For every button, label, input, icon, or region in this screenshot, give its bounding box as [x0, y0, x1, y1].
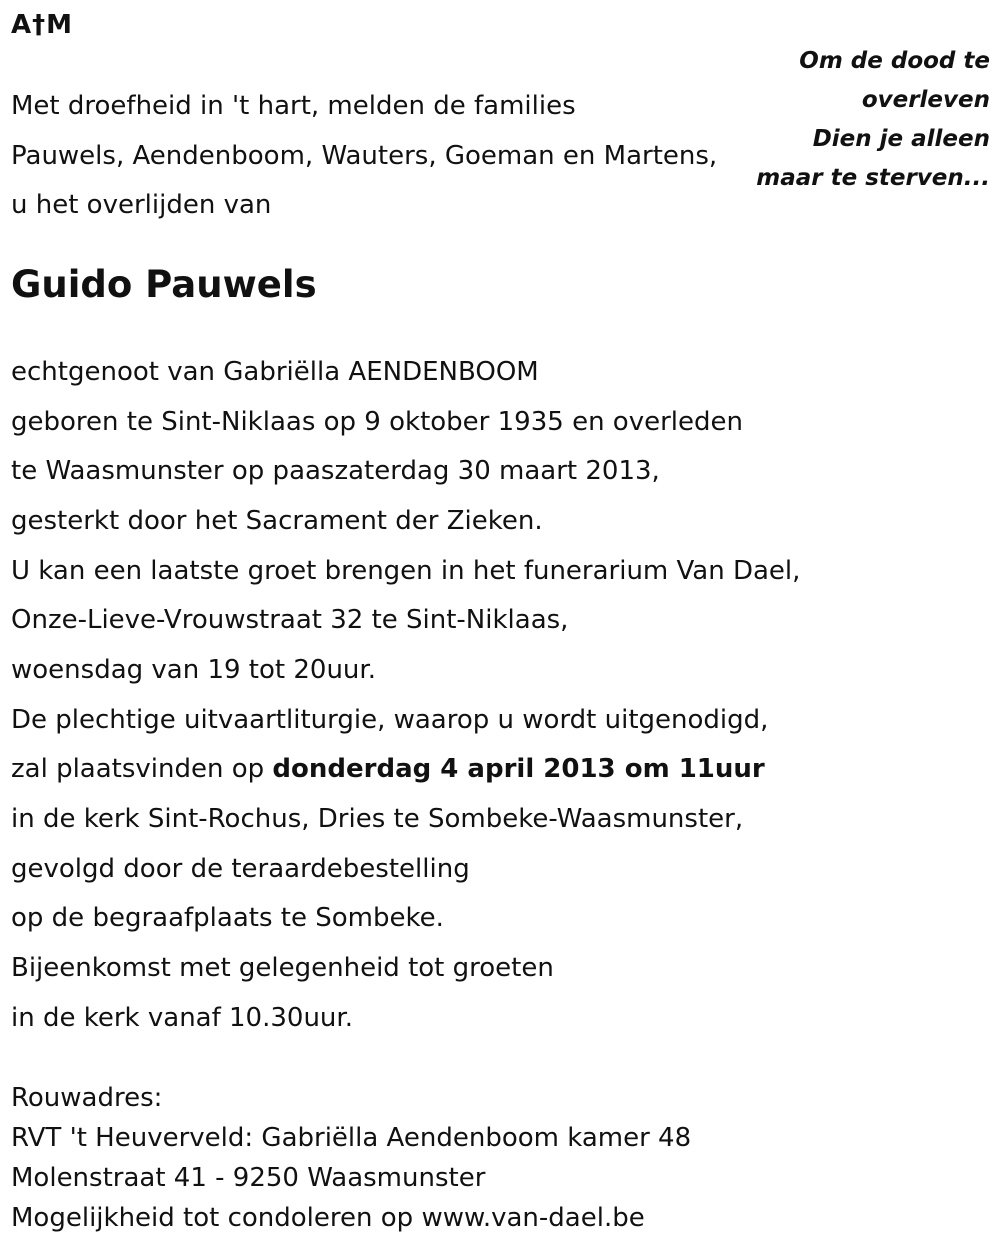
address-line: Molenstraat 41 - 9250 Waasmunster — [11, 1163, 486, 1193]
intro-line: Met droefheid in 't hart, melden de families — [11, 91, 576, 121]
poem-line: Dien je alleen — [812, 126, 990, 152]
body-line: Onze-Lieve-Vrouwstraat 32 te Sint-Niklaas, — [11, 605, 569, 636]
funeral-line — [11, 745, 991, 795]
body-line: Bijeenkomst met gelegenheid tot groeten — [11, 952, 554, 983]
poem-line: maar te sterven... — [756, 165, 990, 191]
body-line: in de kerk Sint-Rochus, Dries te Sombeke-Waasmunster, — [11, 803, 744, 834]
body-line: De plechtige uitvaartliturgie, waarop u wordt uitgenodigd, — [11, 704, 769, 735]
body-line: woensdag van 19 tot 20uur. — [11, 654, 376, 685]
funeral-prefix: zal plaatsvinden op — [11, 754, 273, 785]
deceased-name: Guido Pauwels — [11, 263, 317, 306]
body-line: U kan een laatste groet brengen in het funerarium Van Dael, — [11, 555, 801, 586]
condolence-line: Mogelijkheid tot condoleren op www.van-dael.be — [11, 1203, 645, 1233]
body-line: te Waasmunster op paaszaterdag 30 maart 2013, — [11, 456, 660, 487]
poem-line: Om de dood te — [799, 48, 990, 74]
body-line: echtgenoot van Gabriëlla AENDENBOOM — [11, 357, 539, 387]
body-line: gevolgd door de teraardebestelling — [11, 853, 470, 884]
header-mark: A†M — [11, 10, 73, 40]
intro-line: u het overlijden van — [11, 190, 272, 220]
address-label: Rouwadres: — [11, 1083, 163, 1113]
intro-text — [11, 82, 751, 231]
poem-line: overleven — [861, 87, 990, 113]
body-line: op de begraafplaats te Sombeke. — [11, 903, 444, 934]
body-line: geboren te Sint-Niklaas op 9 oktober 1935 en overleden — [11, 406, 743, 437]
body-line: in de kerk vanaf 10.30uur. — [11, 1002, 353, 1033]
body-line: gesterkt door het Sacrament der Zieken. — [11, 505, 543, 536]
mourning-address — [11, 1078, 991, 1238]
funeral-date: donderdag 4 april 2013 om 11uur — [272, 754, 765, 785]
obituary-body — [11, 348, 991, 1043]
poem — [710, 42, 990, 198]
intro-line: Pauwels, Aendenboom, Wauters, Goeman en Martens, — [11, 140, 718, 171]
address-line: RVT 't Heuverveld: Gabriëlla Aendenboom kamer 48 — [11, 1123, 692, 1153]
